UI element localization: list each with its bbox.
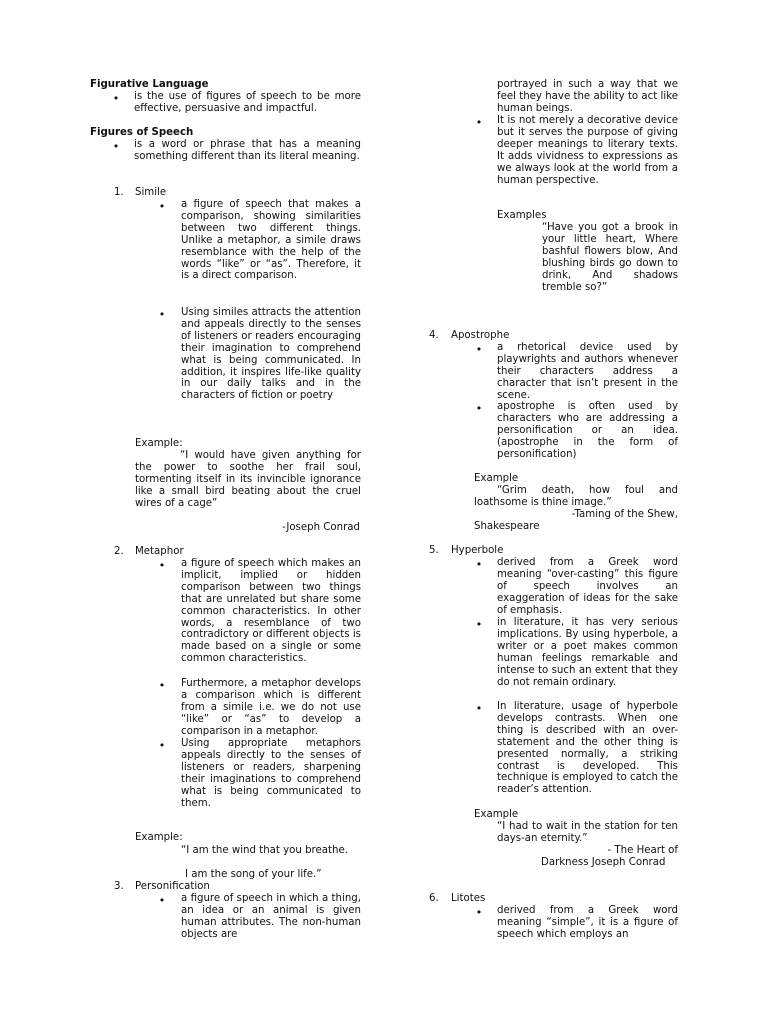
- metaphor-title: Metaphor: [135, 546, 184, 557]
- personification-title: Personification: [135, 881, 210, 892]
- hyperbole-attribution-line-2: Darkness Joseph Conrad: [541, 857, 666, 868]
- list-number: 4.: [429, 330, 439, 341]
- simile-attribution: -Joseph Conrad: [282, 522, 360, 533]
- apostrophe-title: Apostrophe: [451, 330, 510, 341]
- hyperbole-example-label: Example: [474, 809, 519, 820]
- bullet-icon: •: [475, 702, 483, 715]
- simile-example-quote: “I would have given anything for the power to soothe her frail soul, tormenting itself in its invincible ignorance like a small bird beating about the cruel wires of a cage”: [135, 450, 361, 509]
- bullet-icon: •: [112, 92, 120, 105]
- bullet-icon: •: [158, 679, 166, 692]
- apostrophe-attribution-line-2: Shakespeare: [474, 521, 540, 532]
- bullet-icon: •: [475, 116, 483, 129]
- hyperbole-bullet-2: in literature, it has very serious implications. By using hyperbole, a writer or a poet makes common human feelings remarkable and intense to such an extent that they do not remain ordinary.: [497, 617, 678, 688]
- simile-example-label: Example:: [135, 438, 183, 449]
- personification-bullet-2: It is not merely a decorative device but it serves the purpose of giving deeper meanings to literary texts. It adds vividness to expressions as we always look at the world from a human perspective.: [497, 115, 678, 186]
- bullet-icon: •: [158, 894, 166, 907]
- bullet-icon: •: [158, 308, 166, 321]
- simile-title: Simile: [135, 187, 167, 198]
- list-number: 6.: [429, 893, 439, 904]
- personification-example-label: Examples: [497, 210, 547, 221]
- personification-bullet-1-part-2: portrayed in such a way that we feel they have the ability to act like human beings.: [497, 79, 678, 114]
- metaphor-example-label: Example:: [135, 832, 183, 843]
- bullet-icon: •: [475, 906, 483, 919]
- hyperbole-example-quote: “I had to wait in the station for ten days-an eternity.”: [497, 821, 678, 844]
- figurative-definition: is the use of figures of speech to be more effective, persuasive and impactful.: [134, 91, 361, 114]
- bullet-icon: •: [475, 618, 483, 631]
- heading-figures-of-speech: Figures of Speech: [90, 127, 194, 138]
- metaphor-example-line-2: I am the song of your life.”: [185, 869, 322, 880]
- simile-bullet-1: a figure of speech that makes a comparison, showing similarities between two different things. Unlike a metaphor, a simile draws resemblance with the help of the words “like” or “as”. Therefore, it is a direct comparison.: [181, 199, 361, 282]
- apostrophe-attribution-line-1: -Taming of the Shew,: [571, 509, 678, 520]
- metaphor-example-line-1: “I am the wind that you breathe.: [181, 845, 348, 856]
- apostrophe-example-quote: “Grim death, how foul and loathsome is thine image.”: [474, 485, 678, 508]
- bullet-icon: •: [112, 140, 120, 153]
- heading-figurative-language: Figurative Language: [90, 79, 209, 90]
- list-number: 5.: [429, 545, 439, 556]
- bullet-icon: •: [158, 200, 166, 213]
- bullet-icon: •: [158, 559, 166, 572]
- hyperbole-title: Hyperbole: [451, 545, 504, 556]
- apostrophe-example-label: Example: [474, 473, 519, 484]
- bullet-icon: •: [475, 402, 483, 415]
- bullet-icon: •: [158, 739, 166, 752]
- bullet-icon: •: [475, 558, 483, 571]
- personification-bullet-1-part-1: a figure of speech in which a thing, an idea or an animal is given human attributes. The non-human objects are: [181, 893, 361, 940]
- simile-bullet-2: Using similes attracts the attention and appeals directly to the senses of listeners or readers encouraging their imagination to comprehend what is being communicated. In addition, it inspires life-like quality in our daily talks and in the characters of fiction or poetry: [181, 307, 361, 402]
- metaphor-bullet-2: Furthermore, a metaphor develops a comparison which is different from a simile i.e. we do not use “like” or “as” to develop a comparison in a metaphor.: [181, 678, 361, 737]
- figures-definition: is a word or phrase that has a meaning something different than its literal meaning.: [134, 139, 361, 162]
- hyperbole-attribution-line-1: - The Heart of: [607, 845, 678, 856]
- apostrophe-bullet-1: a rhetorical device used by playwrights and authors whenever their characters address a character that isn’t present in the scene.: [497, 342, 678, 401]
- hyperbole-bullet-3: In literature, usage of hyperbole develops contrasts. When one thing is described with an over-statement and the other thing is presented normally, a striking contrast is developed. This technique is employed to catch the reader’s attention.: [497, 701, 678, 796]
- metaphor-bullet-3: Using appropriate metaphors appeals directly to the senses of listeners or readers, sharpening their imaginations to comprehend what is being communicated to them.: [181, 738, 361, 809]
- litotes-bullet-1: derived from a Greek word meaning “simple”, it is a figure of speech which employs an: [497, 905, 678, 940]
- list-number: 1.: [114, 187, 124, 198]
- list-number: 3.: [114, 881, 124, 892]
- hyperbole-bullet-1: derived from a Greek word meaning “over-casting” this figure of speech involves an exaggeration of ideas for the sake of emphasis.: [497, 557, 678, 616]
- personification-example-quote: “Have you got a brook in your little heart, Where bashful flowers blow, And blushing birds go down to drink, And shadows tremble so?”: [542, 222, 678, 293]
- metaphor-bullet-1: a figure of speech which makes an implicit, implied or hidden comparison between two things that are unrelated but share some common characteristics. In other words, a resemblance of two contradictory or different objects is made based on a single or some common characteristics.: [181, 558, 361, 665]
- litotes-title: Litotes: [451, 893, 486, 904]
- apostrophe-bullet-2: apostrophe is often used by characters who are addressing a personification or an idea. (apostrophe in the form of personification): [497, 401, 678, 460]
- bullet-icon: •: [475, 343, 483, 356]
- list-number: 2.: [114, 546, 124, 557]
